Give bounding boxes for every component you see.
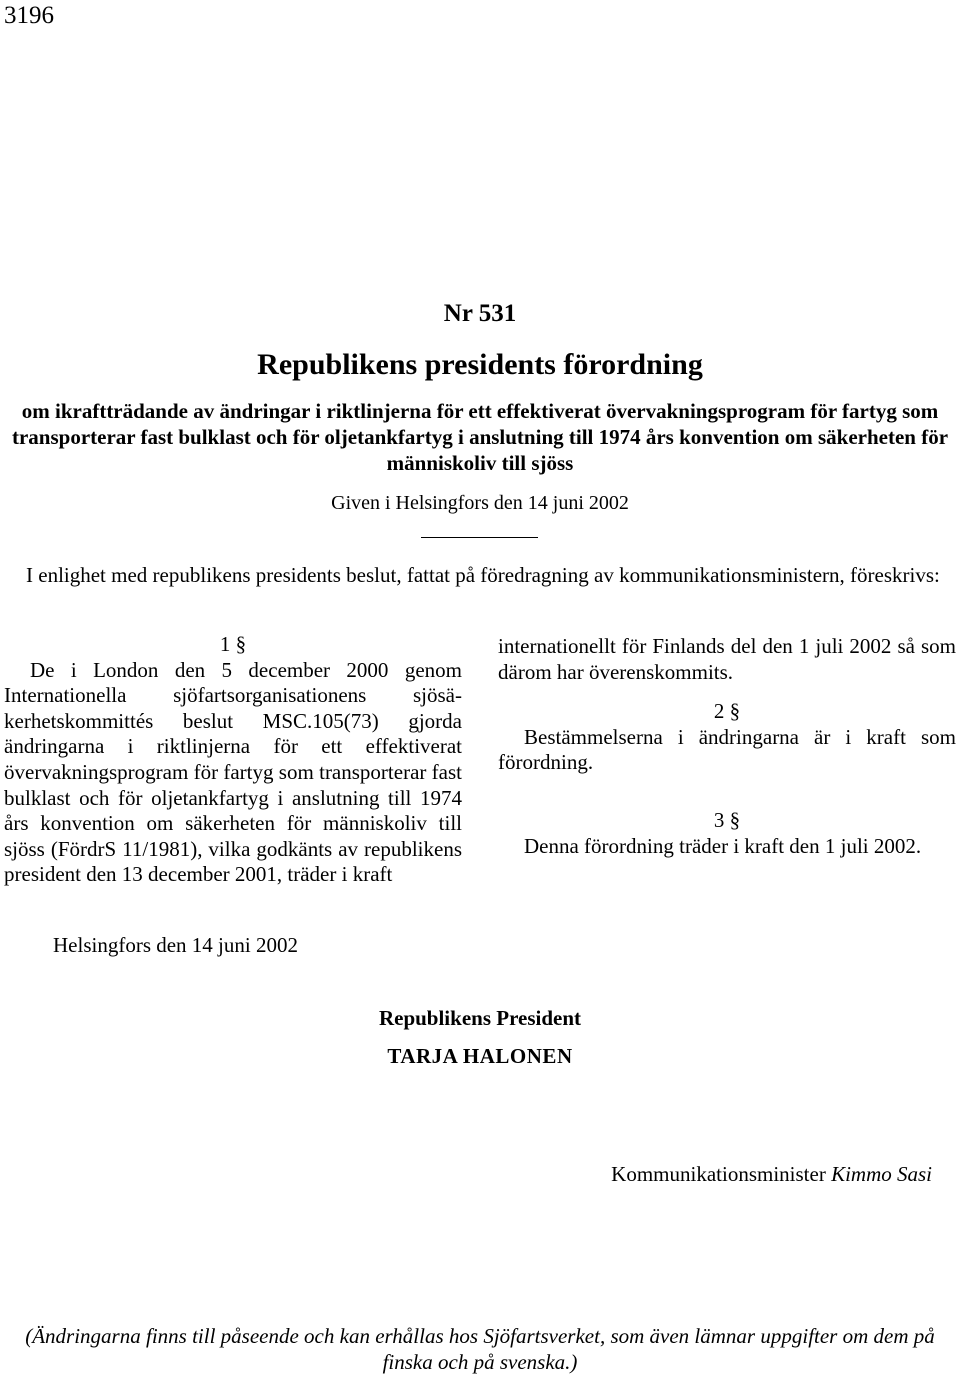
divider bbox=[421, 537, 538, 538]
page-number: 3196 bbox=[4, 2, 54, 29]
footnote: (Ändringarna finns till påseende och kan erhållas hos Sjöfartsverket, som även lämnar uppgifter om dem på finska och på svenska.) bbox=[25, 1324, 935, 1374]
signature-title: Republikens President bbox=[378, 1006, 582, 1030]
section-2-heading: 2 § bbox=[713, 699, 741, 724]
section-1-heading: 1 § bbox=[219, 632, 247, 656]
place-date: Helsingfors den 14 juni 2002 bbox=[53, 933, 298, 957]
minister-signature bbox=[0, 1162, 932, 1187]
statute-number: Nr 531 bbox=[443, 300, 517, 327]
section-3-heading: 3 § bbox=[713, 807, 741, 832]
column-right bbox=[498, 634, 956, 859]
section-1-text-continued: internationellt för Finlands del den 1 juli 2002 så som därom har överenskommits. bbox=[498, 634, 956, 684]
minister-name: Kimmo Sasi bbox=[831, 1162, 932, 1186]
page-title: Republikens presidents förordning bbox=[257, 348, 703, 381]
intro-paragraph: I enlighet med republikens presidents beslut, fattat på föredragning av kommunikationsministern, föreskrivs: bbox=[26, 563, 940, 587]
section-1-text: De i London den 5 december 2000 genom Internationella sjöfartsorganisationens sjösäkerhetskommittés beslut MSC.105(73) gjorda ändringarna i riktlinjerna för ett effektiverat övervakningsprogram för fartyg som transporterar fast bulklast och för oljetankfartyg i anslutning till 1974 års konvention om säkerheten för människoliv till sjöss (FördrS 11/1981), vilka godkänts av republikens president den 13 december 2001, träder i kraft bbox=[4, 657, 462, 887]
given-date: Given i Helsingfors den 14 juni 2002 bbox=[331, 492, 629, 514]
section-2-text: Bestämmelserna i ändringarna är i kraft som förordning. bbox=[498, 724, 956, 775]
column-left bbox=[4, 632, 462, 888]
page-subtitle: om ikraftträdande av ändringar i riktlinjerna för ett effektiverat övervakningsprogram för fartyg som transporterar fast bulklast och för oljetankfartyg i anslutning till 1974 års konvention om säkerheten för människoliv till sjöss bbox=[11, 399, 949, 475]
signature-name: TARJA HALONEN bbox=[387, 1044, 573, 1068]
minister-role: Kommunikationsminister bbox=[611, 1162, 826, 1186]
section-3-text: Denna förordning träder i kraft den 1 juli 2002. bbox=[524, 833, 922, 858]
